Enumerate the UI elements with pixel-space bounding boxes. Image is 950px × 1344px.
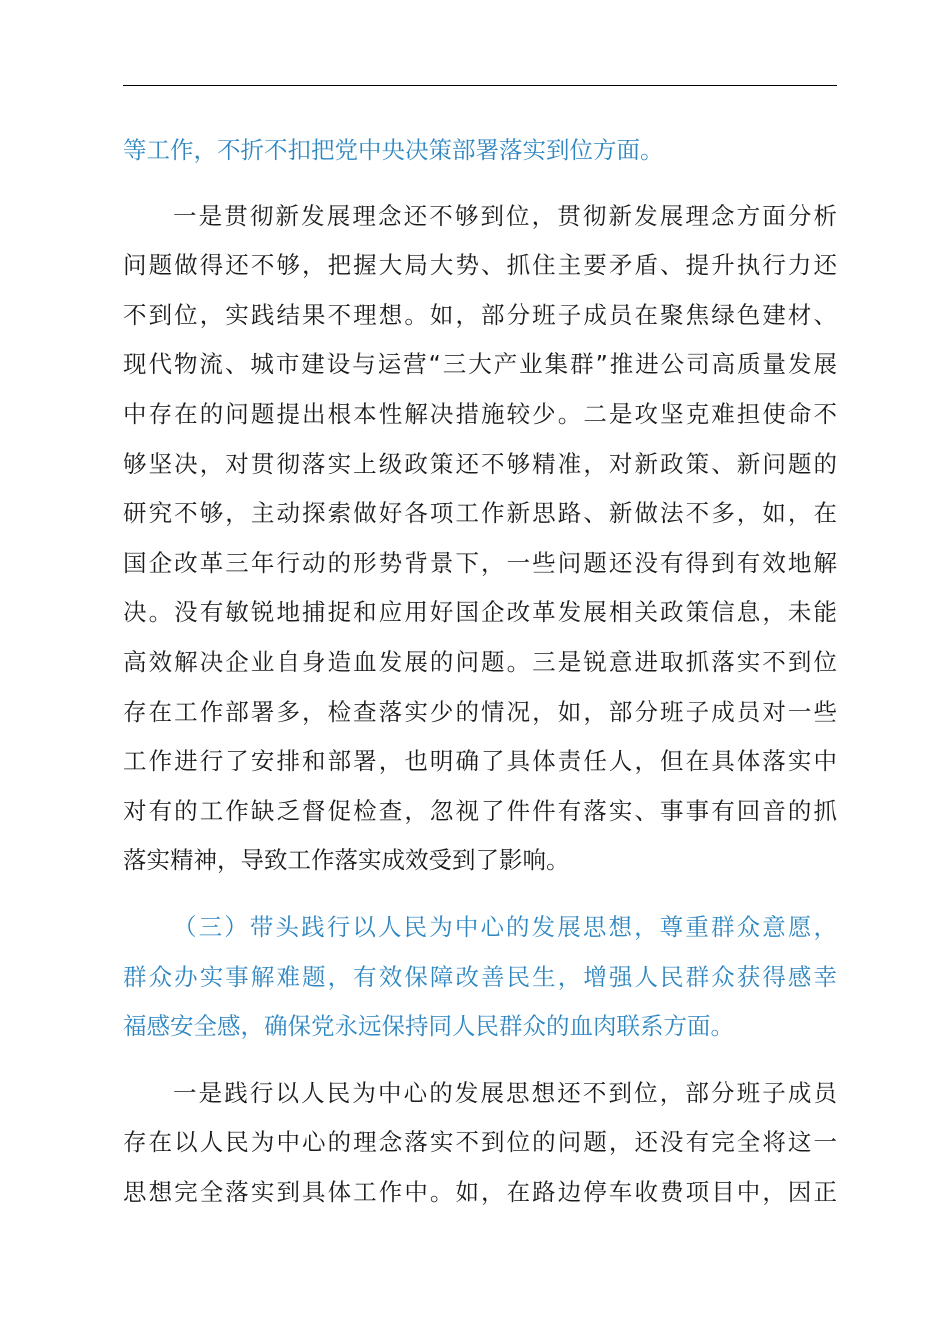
paragraph-1-line-12: 工作进行了安排和部署，也明确了具体责任人，但在具体落实中 xyxy=(123,747,837,775)
paragraph-1-line-13: 对有的工作缺乏督促检查，忽视了件件有落实、事事有回音的抓 xyxy=(123,797,837,825)
paragraph-1-line-1: 一是贯彻新发展理念还不够到位，贯彻新发展理念方面分析 xyxy=(173,202,837,230)
paragraph-1-line-3: 不到位，实践结果不理想。如，部分班子成员在聚焦绿色建材、 xyxy=(123,301,837,329)
section-3-heading-line-1: （三）带头践行以人民为中心的发展思想，尊重群众意愿， xyxy=(173,913,837,941)
paragraph-1-line-11: 存在工作部署多，检查落实少的情况，如，部分班子成员对一些 xyxy=(123,698,837,726)
section-3-heading-line-2: 群众办实事解难题，有效保障改善民生，增强人民群众获得感幸 xyxy=(123,963,837,991)
paragraph-1-line-9: 决。没有敏锐地捕捉和应用好国企改革发展相关政策信息，未能 xyxy=(123,598,837,626)
paragraph-2-line-3: 思想完全落实到具体工作中。如，在路边停车收费项目中，因正 xyxy=(123,1178,837,1206)
paragraph-1-line-14: 落实精神，导致工作落实成效受到了影响。 xyxy=(123,846,570,874)
section-3-heading-line-3: 福感安全感，确保党永远保持同人民群众的血肉联系方面。 xyxy=(123,1012,734,1040)
paragraph-2-line-2: 存在以人民为中心的理念落实不到位的问题，还没有完全将这一 xyxy=(123,1128,837,1156)
section-heading-tail-line: 等工作，不折不扣把党中央决策部署落实到位方面。 xyxy=(123,136,664,164)
paragraph-1-line-8: 国企改革三年行动的形势背景下，一些问题还没有得到有效地解 xyxy=(123,549,837,577)
paragraph-1-line-5: 中存在的问题提出根本性解决措施较少。二是攻坚克难担使命不 xyxy=(123,400,837,428)
paragraph-1-line-2: 问题做得还不够，把握大局大势、抓住主要矛盾、提升执行力还 xyxy=(123,251,837,279)
paragraph-1-line-6: 够坚决，对贯彻落实上级政策还不够精准，对新政策、新问题的 xyxy=(123,450,837,478)
paragraph-1-line-7: 研究不够，主动探索做好各项工作新思路、新做法不多，如，在 xyxy=(123,499,837,527)
header-rule xyxy=(123,85,837,86)
paragraph-1-line-10: 高效解决企业自身造血发展的问题。三是锐意进取抓落实不到位 xyxy=(123,648,837,676)
paragraph-2-line-1: 一是践行以人民为中心的发展思想还不到位，部分班子成员 xyxy=(173,1079,837,1107)
paragraph-1-line-4: 现代物流、城市建设与运营“三大产业集群”推进公司高质量发展 xyxy=(123,350,837,378)
